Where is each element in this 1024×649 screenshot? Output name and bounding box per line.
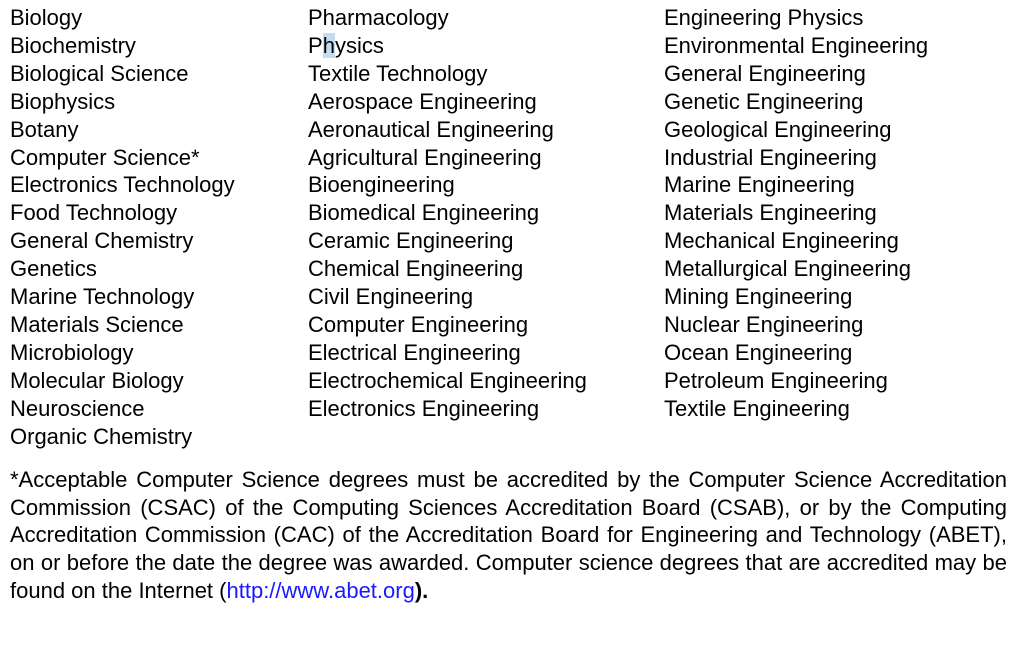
degree-item: Electronics Technology [10,172,235,198]
degree-item: Biology [10,5,83,30]
degree-item: Biological Science [10,60,189,86]
degree-item: Genetic Engineering [664,88,864,114]
degree-list-column-2 [308,4,587,423]
degree-item: Food Technology [10,200,178,226]
degree-item: Ceramic Engineering [308,228,514,254]
degree-item: Environmental Engineering [664,32,929,58]
footnote-closing: ). [414,577,429,603]
degree-item: Metallurgical Engineering [664,256,912,282]
degree-item: Neuroscience [10,395,145,421]
degree-item: Mining Engineering [664,284,853,310]
degree-item: Agricultural Engineering [308,144,542,170]
degree-item: General Engineering [664,60,866,86]
degree-item: Organic Chemistry [10,423,193,449]
degree-item: Petroleum Engineering [664,367,888,393]
degree-item: Nuclear Engineering [664,311,864,337]
degree-item: Electronics Engineering [308,395,540,421]
degree-item: Genetics [10,256,97,282]
degree-item: Marine Technology [10,284,195,310]
degree-item: Biochemistry [10,32,136,58]
degree-item: Physics [308,32,384,58]
degree-item: General Chemistry [10,228,194,254]
degree-item: Ocean Engineering [664,339,853,365]
degree-item: Botany [10,116,79,142]
degree-item: Biomedical Engineering [308,200,540,226]
degree-item: Molecular Biology [10,367,184,393]
abet-link[interactable]: http://www.abet.org [226,577,415,603]
degree-list-column-3 [664,4,928,423]
degree-item: Geological Engineering [664,116,892,142]
text-selection-highlight: h [322,32,335,58]
degree-list-column-1 [10,4,235,451]
accreditation-footnote [10,466,1007,605]
degree-item: Marine Engineering [664,172,855,198]
degree-item: Textile Technology [308,60,488,86]
degree-item: Chemical Engineering [308,256,524,282]
degree-item: Electrochemical Engineering [308,367,587,393]
degree-item: Materials Science [10,311,184,337]
degree-item: Industrial Engineering [664,144,877,170]
degree-item: Electrical Engineering [308,339,521,365]
degree-item: Engineering Physics [664,5,864,30]
degree-item: Textile Engineering [664,395,850,421]
degree-item: Civil Engineering [308,284,474,310]
degree-item: Biophysics [10,88,116,114]
degree-item: Computer Science* [10,144,200,170]
footnote-text: *Acceptable Computer Science degrees must be accredited by the Computer Science Accreditation Commission (CSAC) of the Computing Sciences Accreditation Board (CSAB), or by the Computing Accreditation Commission (CAC) of the Accreditation Board for Engineering and Technology (ABET), on or before the date the degree was awarded. Computer science degrees that are accredited may be found on the Internet ( [10,467,1007,603]
degree-item: Computer Engineering [308,311,529,337]
degree-item: Bioengineering [308,172,455,198]
degree-item: Aeronautical Engineering [308,116,554,142]
degree-item: Pharmacology [308,5,449,30]
degree-item: Microbiology [10,339,134,365]
degree-item: Materials Engineering [664,200,877,226]
degree-item: Aerospace Engineering [308,88,537,114]
degree-item: Mechanical Engineering [664,228,899,254]
